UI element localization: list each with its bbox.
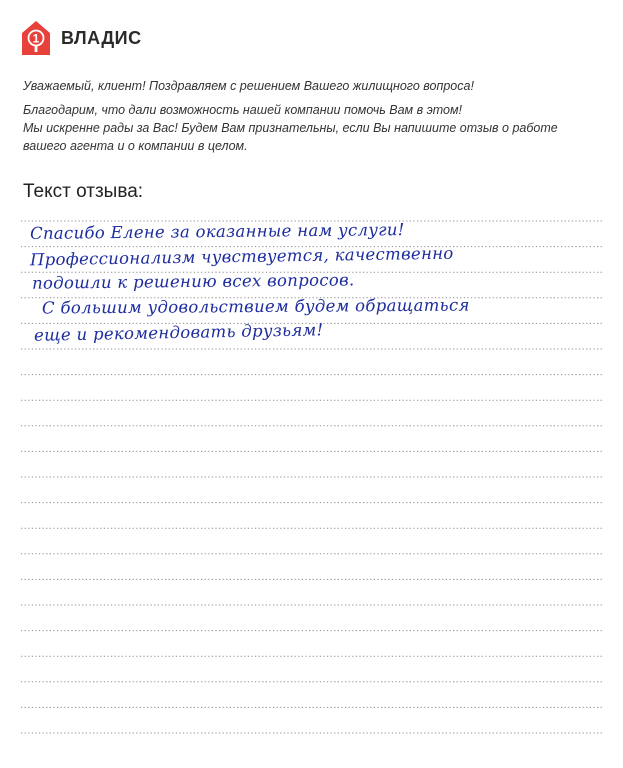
greeting: Уважаемый, клиент! Поздравляем с решением Вашего жилищного вопроса! [23,79,474,93]
handwritten-line: подошли к решению всех вопросов. [31,270,355,293]
handwritten-line: еще и рекомендовать друзьям! [33,320,324,345]
thanks-line: вашего агента и о компании в целом. [23,139,248,153]
logo-digit: 1 [32,31,40,46]
house-key-icon [22,21,50,55]
handwritten-line: Профессионализм чувствуется, качественно [29,243,454,270]
brand-name: ВЛАДИС [61,28,142,48]
review-heading: Текст отзыва: [23,181,144,202]
thanks-line: Мы искренне рады за Вас! Будем Вам признательны, если Вы напишите отзыв о работе [23,121,558,135]
brand-logo [22,21,142,55]
thanks-line: Благодарим, что дали возможность нашей компании помочь Вам в этом! [23,103,463,117]
handwritten-line: С большим удовольствием будем обращаться [41,295,470,318]
intro-text [23,77,608,155]
handwritten-line: Спасибо Елене за оказанные нам услуги! [29,220,405,243]
